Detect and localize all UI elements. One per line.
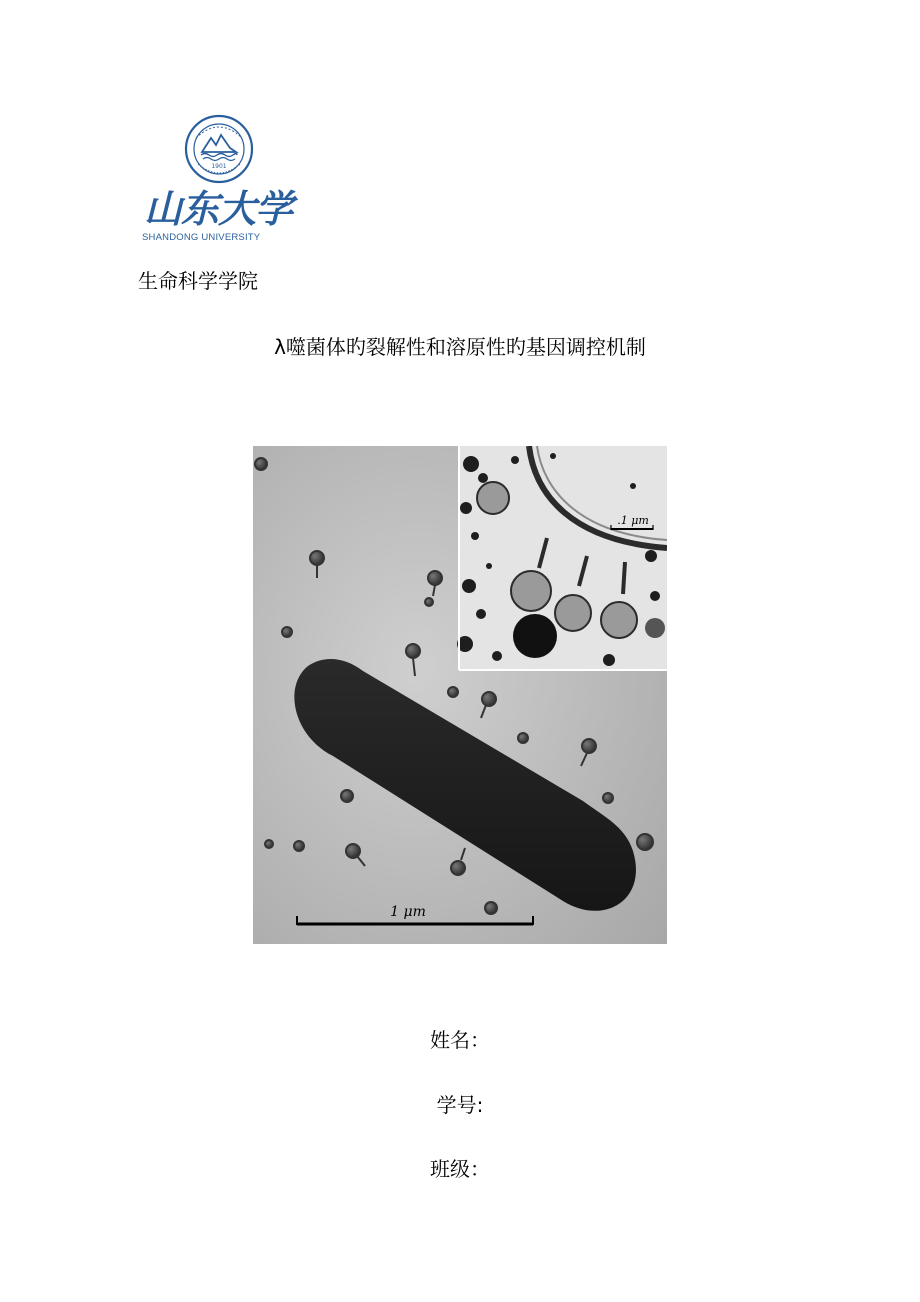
student-id-field-label: 学号: [436, 1093, 484, 1117]
inset-micrograph [457, 446, 667, 670]
inset-scale-label: .1 μm [617, 514, 649, 527]
logo-chinese-name: 山东大学 [143, 186, 293, 230]
college-name: 生命科学学院 [138, 269, 258, 293]
micrograph-figure [253, 446, 667, 944]
university-logo [138, 112, 298, 248]
main-scale-label: 1 μm [390, 904, 426, 920]
university-wordmark [138, 184, 298, 230]
university-emblem-icon [184, 114, 254, 184]
name-field-label: 姓名： [430, 1028, 490, 1052]
class-field-label: 班级： [430, 1157, 490, 1181]
report-title: λ噬菌体旳裂解性和溶原性旳基因调控机制 [274, 335, 646, 359]
emblem-year: 1901 [211, 163, 227, 170]
logo-english-name: SHANDONG UNIVERSITY [142, 232, 261, 243]
